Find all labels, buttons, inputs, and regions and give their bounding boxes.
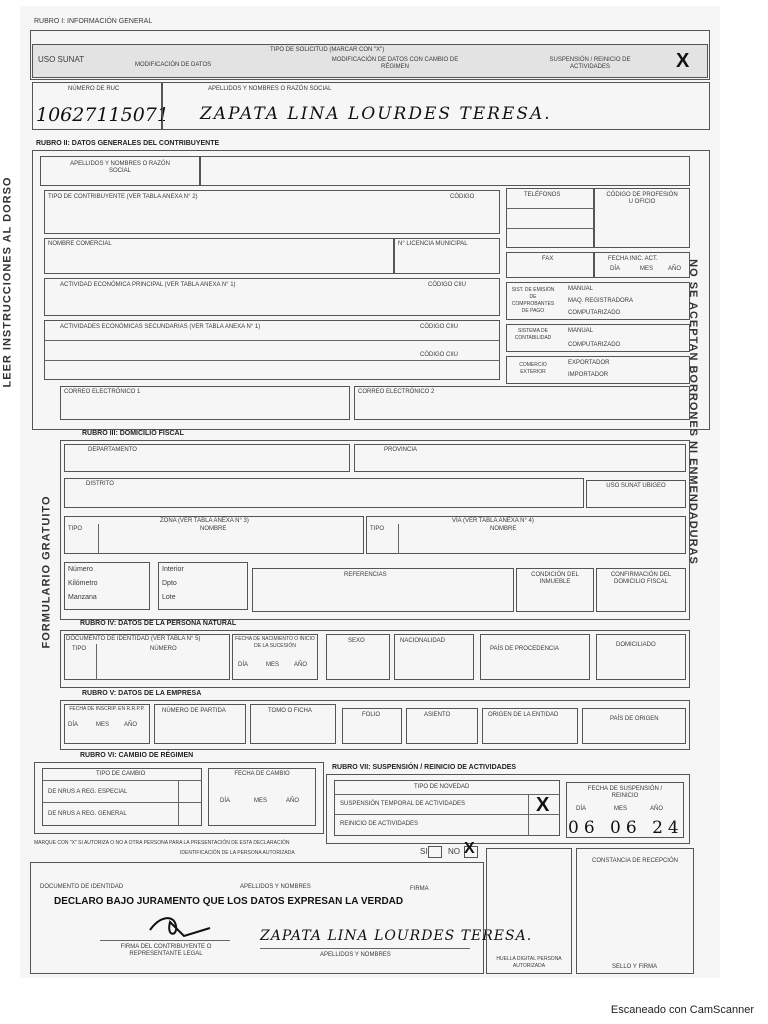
folio-label: FOLIO	[362, 712, 381, 718]
domiciliado-box	[596, 634, 686, 680]
sello-label: SELLO Y FIRMA	[612, 964, 658, 970]
tomo-label: TOMO O FICHA	[268, 708, 312, 714]
via-nombre-label: NOMBRE	[490, 526, 517, 532]
documento-identidad-label: DOCUMENTO DE IDENTIDAD	[40, 884, 124, 890]
suspension-temporal-mark: X	[536, 794, 550, 816]
kilometro-label: Kilómetro	[68, 580, 98, 587]
confirmacion-label: CONFIRMACIÓN DEL DOMICILIO FISCAL	[610, 572, 672, 585]
pais-label: PAÍS DE PROCEDENCIA	[490, 646, 559, 652]
numero-label: Número	[68, 566, 93, 573]
sist-emision-label: SIST. DE EMISIÓN DE COMPROBANTES DE PAGO	[511, 287, 555, 314]
uso-sunat-ubigeo-label: USO SUNAT UBIGEO	[606, 483, 666, 489]
uso-sunat-label: USO SUNAT	[38, 55, 85, 64]
exportador-label: EXPORTADOR	[568, 360, 610, 366]
tipo-novedad-label: TIPO DE NOVEDAD	[414, 784, 470, 790]
interior-label: Interior	[162, 566, 184, 573]
zona-tipo-label: TIPO	[68, 526, 83, 532]
nombre-label: APELLIDOS Y NOMBRES O RAZÓN SOCIAL	[208, 86, 332, 92]
fecha-cambio-label: FECHA DE CAMBIO	[234, 771, 290, 777]
codigo-ciiu3-label: CÓDIGO CIIU	[420, 352, 459, 358]
firma-autorizado-label: FIRMA	[410, 886, 429, 892]
dpto-label: Dpto	[162, 580, 177, 587]
mod-regimen-label: MODIFICACIÓN DE DATOS CON CAMBIO DE RÉGIMEN	[331, 57, 459, 70]
sist-contab-label: SISTEMA DE CONTABILIDAD	[514, 328, 552, 341]
licencia-label: N° LICENCIA MUNICIPAL	[398, 241, 468, 247]
suspension-temporal-label: SUSPENSIÓN TEMPORAL DE ACTIVIDADES	[340, 801, 466, 807]
distrito-box	[64, 478, 584, 508]
ruc-value: 10627115071	[36, 104, 169, 126]
partida-label: NÚMERO DE PARTIDA	[162, 708, 226, 714]
ruc-label: NÚMERO DE RUC	[68, 86, 120, 92]
importador-label: IMPORTADOR	[568, 372, 609, 378]
apellidos-label: APELLIDOS Y NOMBRES O RAZÓN SOCIAL	[70, 161, 170, 174]
via-label: VÍA (VER TABLA ANEXA N° 4)	[452, 518, 534, 524]
nacionalidad-label: NACIONALIDAD	[400, 638, 446, 644]
fecha-nac-dia: DÍA	[238, 662, 249, 668]
tipo-solicitud-label: TIPO DE SOLICITUD (MARCAR CON "X")	[270, 47, 385, 53]
firma-contrib-label: FIRMA DEL CONTRIBUYENTE O REPRESENTANTE LEGAL	[120, 944, 212, 957]
pais-origen-box	[582, 708, 686, 744]
rubro4-title: RUBRO IV: DATOS DE LA PERSONA NATURAL	[80, 620, 237, 627]
act-secundarias-label: ACTIVIDADES ECONÓMICAS SECUNDARIAS (VER TABLA ANEXA N° 1)	[60, 324, 261, 330]
tipo-contrib-label: TIPO DE CONTRIBUYENTE (VER TABLA ANEXA N° 2)	[48, 194, 198, 200]
declaracion-apellidos-label: APELLIDOS Y NOMBRES	[320, 952, 391, 958]
contab-manual-label: MANUAL	[568, 328, 594, 334]
nrus-general-label: DE NRUS A REG. GENERAL	[48, 811, 127, 817]
codigo-ciiu-label: CÓDIGO CIIU	[428, 282, 467, 288]
margin-left-instrucciones: LEER INSTRUCCIONES AL DORSO	[1, 176, 14, 388]
lote-label: Lote	[162, 594, 176, 601]
act-principal-label: ACTIVIDAD ECONÓMICA PRINCIPAL (VER TABLA ANEXA N° 1)	[60, 282, 236, 288]
contribuyente-signature	[140, 908, 230, 942]
fecha-cambio-ano: AÑO	[286, 798, 300, 804]
reinicio-label: REINICIO DE ACTIVIDADES	[340, 821, 419, 827]
maquinas-label: MAQ. REGISTRADORA	[568, 298, 634, 304]
profesion-label: CÓDIGO DE PROFESIÓN U OFICIO	[606, 192, 678, 205]
provincia-label: PROVINCIA	[384, 447, 418, 453]
autoriza-si-label: SI	[420, 847, 428, 856]
fecha-nac-label: FECHA DE NACIMIENTO O INICIO DE LA SUCESIÓN	[235, 636, 315, 649]
doc-tipo-label: TIPO	[72, 646, 87, 652]
pais-origen-label: PAÍS DE ORIGEN	[610, 716, 659, 722]
rubro7-title: RUBRO VII: SUSPENSIÓN / REINICIO DE ACTIVIDADES	[332, 764, 517, 771]
fecha-cambio-mes: MES	[254, 798, 268, 804]
codigo-ciiu2-label: CÓDIGO CIIU	[420, 324, 459, 330]
correo2-label: CORREO ELECTRÓNICO 2	[358, 389, 435, 395]
scanner-footer: Escaneado con CamScanner	[610, 1004, 754, 1016]
pais-box	[480, 634, 590, 680]
computarizado-label: COMPUTARIZADO	[568, 310, 621, 316]
origen-label: ORIGEN DE LA ENTIDAD	[488, 712, 559, 718]
comercio-ext-label: COMERCIO EXTERIOR	[519, 362, 547, 375]
zona-nombre-label: NOMBRE	[200, 526, 227, 532]
margin-left-gratuito: FORMULARIO GRATUITO	[40, 495, 53, 649]
fecha-cambio-dia: DÍA	[220, 798, 231, 804]
autoriza-pregunta: MARQUE CON "X" SI AUTORIZA O NO A OTRA PERSONA PARA LA PRESENTACIÓN DE ESTA DECLARACIÓN	[34, 840, 290, 846]
autoriza-no-label: NO	[448, 847, 460, 856]
form-sheet	[1, 6, 720, 978]
suspension-check-mark: X	[676, 50, 690, 72]
zona-label: ZONA (VER TABLA ANEXA N° 3)	[160, 518, 249, 524]
fecha-susp-value: 06 06 24	[568, 818, 684, 838]
rubro3-title: RUBRO III: DOMICILIO FISCAL	[82, 430, 184, 437]
referencias-label: REFERENCIAS	[344, 572, 387, 578]
autoriza-identificacion: IDENTIFICACIÓN DE LA PERSONA AUTORIZADA	[180, 850, 295, 856]
fecha-inicio-label: FECHA INIC. ACT.	[608, 256, 658, 262]
departamento-label: DEPARTAMENTO	[88, 447, 137, 453]
rubro6-title: RUBRO VI: CAMBIO DE RÉGIMEN	[80, 752, 194, 759]
fecha-susp-label: FECHA DE SUSPENSIÓN / REINICIO	[587, 786, 663, 799]
fecha-inscrip-ano: AÑO	[124, 722, 138, 728]
fecha-inicio-dia: DÍA	[610, 266, 621, 272]
margin-right-borrones: NO SE ACEPTAN BORRONES NI ENMENDADURAS	[686, 259, 699, 565]
sexo-label: SEXO	[348, 638, 365, 644]
constancia-box	[576, 848, 694, 974]
rubro2-title: RUBRO II: DATOS GENERALES DEL CONTRIBUYENTE	[36, 140, 220, 147]
fecha-nac-ano: AÑO	[294, 662, 308, 668]
autoriza-no-mark: X	[464, 840, 475, 857]
asiento-label: ASIENTO	[424, 712, 451, 718]
suspension-label: SUSPENSIÓN / REINICIO DE ACTIVIDADES	[549, 57, 631, 70]
codigo-label: CÓDIGO	[450, 194, 475, 200]
nombre-comercial-label: NOMBRE COMERCIAL	[48, 241, 112, 247]
apellidos-autorizado-label: APELLIDOS Y NOMBRES	[240, 884, 311, 890]
tipo-cambio-label: TIPO DE CAMBIO	[96, 771, 146, 777]
correo1-label: CORREO ELECTRÓNICO 1	[64, 389, 141, 395]
telefonos-label: TELÉFONOS	[524, 192, 561, 198]
autoriza-si-checkbox[interactable]	[428, 846, 442, 858]
mod-datos-label: MODIFICACIÓN DE DATOS	[135, 62, 212, 68]
distrito-label: DISTRITO	[86, 481, 114, 487]
fecha-susp-dia: DÍA	[576, 806, 587, 812]
domiciliado-label: DOMICILIADO	[616, 642, 656, 648]
nrus-especial-label: DE NRUS A REG. ESPECIAL	[48, 789, 128, 795]
rubro5-title: RUBRO V: DATOS DE LA EMPRESA	[82, 690, 202, 697]
manual-label: MANUAL	[568, 286, 594, 292]
manzana-label: Manzana	[68, 594, 97, 601]
declaracion-nombre-value: ZAPATA LINA LOURDES TERESA.	[260, 928, 533, 944]
nombre-value: ZAPATA LINA LOURDES TERESA.	[200, 104, 552, 124]
fecha-inscrip-dia: DÍA	[68, 722, 79, 728]
fecha-inscrip-label: FECHA DE INSCRIP. EN R.R.P.P.	[69, 706, 145, 712]
rubro1-title: RUBRO I: INFORMACIÓN GENERAL	[34, 18, 153, 25]
fecha-inicio-ano: AÑO	[668, 266, 682, 272]
fax-label: FAX	[542, 256, 554, 262]
constancia-label: CONSTANCIA DE RECEPCIÓN	[592, 858, 678, 864]
apellidos-field	[200, 156, 690, 186]
huella-label: HUELLA DIGITAL PERSONA AUTORIZADA	[496, 956, 562, 969]
fecha-nac-mes: MES	[266, 662, 280, 668]
via-tipo-label: TIPO	[370, 526, 385, 532]
condicion-label: CONDICIÓN DEL INMUEBLE	[531, 572, 579, 585]
fecha-susp-ano: AÑO	[650, 806, 664, 812]
declaracion-text: DECLARO BAJO JURAMENTO QUE LOS DATOS EXPRESAN LA VERDAD	[54, 896, 404, 907]
fecha-susp-mes: MES	[614, 806, 628, 812]
fecha-inicio-mes: MES	[640, 266, 654, 272]
contab-computarizado-label: COMPUTARIZADO	[568, 342, 621, 348]
doc-numero-label: NÚMERO	[150, 646, 177, 652]
documento-label: DOCUMENTO DE IDENTIDAD (VER TABLA N° 5)	[66, 636, 201, 642]
fecha-inscrip-mes: MES	[96, 722, 110, 728]
